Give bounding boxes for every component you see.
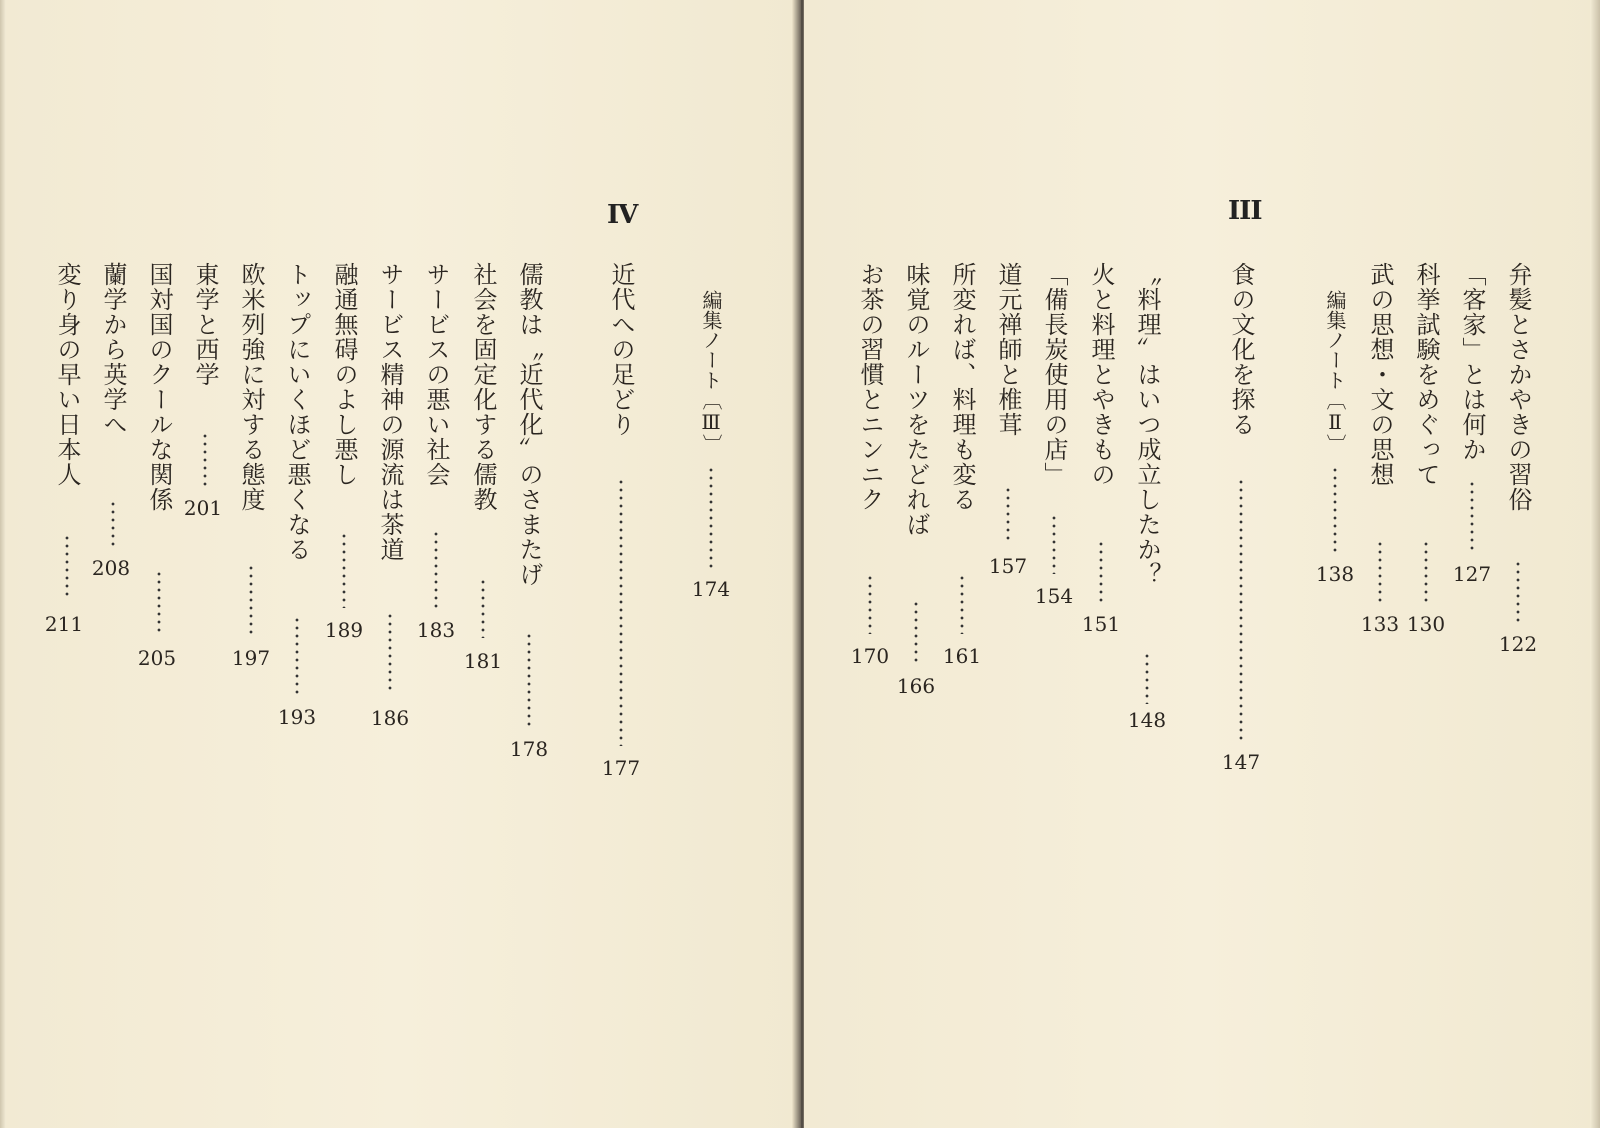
toc-entry-title: 弁髪とさかやきの習俗 (1504, 262, 1532, 512)
toc-page-number: 154 (1034, 584, 1074, 608)
leader-dots (1378, 540, 1382, 604)
leader-dots (960, 574, 964, 634)
toc-page-number: 174 (691, 577, 731, 601)
toc-entry-title: 所変れば、料理も変る (948, 262, 976, 512)
toc-entry-title: トップにいくほど悪くなる (283, 262, 311, 562)
leader-dots (914, 600, 918, 662)
toc-entry-title: 儒教は〝近代化〟のさまたげ (515, 262, 543, 587)
leader-dots (709, 466, 713, 570)
toc-entry-title: 社会を固定化する儒教 (469, 262, 497, 512)
toc-page-number: 208 (91, 556, 131, 580)
leader-dots (1516, 560, 1520, 624)
leader-dots (434, 530, 438, 610)
leader-dots (1470, 480, 1474, 552)
right-page (804, 0, 1600, 1128)
toc-page-number: 161 (942, 644, 982, 668)
toc-page-number: 130 (1406, 612, 1446, 636)
toc-page-number: 197 (231, 646, 271, 670)
leader-dots (1239, 478, 1243, 740)
section-heading-iii: III (1228, 196, 1262, 226)
toc-page-number: 166 (896, 674, 936, 698)
toc-page-number: 181 (463, 649, 503, 673)
toc-entry-title: 火と料理とやきもの (1087, 262, 1115, 487)
toc-page-number: 157 (988, 554, 1028, 578)
leader-dots (1006, 486, 1010, 544)
toc-page-number: 183 (416, 618, 456, 642)
toc-entry-title: 道元禅師と椎茸 (994, 262, 1022, 437)
toc-entry-title: 東学と西学 (191, 262, 219, 387)
leader-dots (481, 578, 485, 638)
leader-dots (1099, 540, 1103, 604)
leader-dots (249, 564, 253, 634)
toc-entry-title: 食の文化を探る (1227, 262, 1255, 437)
toc-page-number: 133 (1360, 612, 1400, 636)
toc-page-number: 170 (850, 644, 890, 668)
toc-page-number: 127 (1452, 562, 1492, 586)
toc-entry-title: お茶の習慣とニンニク (856, 262, 884, 512)
toc-entry-title: 編集ノート〔Ⅲ〕 (699, 290, 723, 454)
leader-dots (1333, 466, 1337, 556)
toc-entry-title: サービス精神の源流は茶道 (376, 262, 404, 562)
leader-dots (527, 632, 531, 728)
toc-page-number: 178 (509, 737, 549, 761)
toc-page-number: 186 (370, 706, 410, 730)
leader-dots (157, 570, 161, 634)
leader-dots (868, 574, 872, 634)
toc-page-number: 147 (1221, 750, 1261, 774)
toc-entry-title: 「客家」とは何か (1458, 262, 1486, 462)
toc-page-number: 205 (137, 646, 177, 670)
toc-entry-title: 味覚のルーツをたどれば (902, 262, 930, 537)
toc-entry-title: 「備長炭使用の店」 (1040, 262, 1068, 487)
page-edge-left (0, 0, 6, 1128)
toc-page-number: 148 (1127, 708, 1167, 732)
leader-dots (203, 432, 207, 490)
leader-dots (342, 532, 346, 608)
leader-dots (65, 534, 69, 596)
toc-entry-title: 近代への足どり (607, 262, 635, 437)
page-edge-right (1590, 0, 1600, 1128)
toc-page-number: 138 (1315, 562, 1355, 586)
toc-entry-title: 融通無碍のよし悪し (330, 262, 358, 487)
toc-page-number: 211 (44, 612, 84, 636)
leader-dots (111, 500, 115, 546)
toc-entry-title: 変り身の早い日本人 (53, 262, 81, 487)
toc-entry-title: 国対国のクールな関係 (145, 262, 173, 512)
leader-dots (388, 612, 392, 694)
toc-entry-title: 〝料理〟はいつ成立したか？ (1133, 262, 1161, 587)
toc-entry-title: 欧米列強に対する態度 (237, 262, 265, 512)
toc-entry-title: 科挙試験をめぐって (1412, 262, 1440, 487)
toc-entry-title: 編集ノート〔Ⅱ〕 (1323, 290, 1347, 454)
toc-page-number: 122 (1498, 632, 1538, 656)
leader-dots (1424, 540, 1428, 604)
toc-page-number: 201 (183, 496, 223, 520)
leader-dots (1052, 514, 1056, 574)
toc-page-number: 189 (324, 618, 364, 642)
leader-dots (619, 478, 623, 746)
toc-entry-title: 武の思想・文の思想 (1366, 262, 1394, 487)
toc-page-number: 151 (1081, 612, 1121, 636)
section-heading-iv: IV (607, 200, 638, 230)
leader-dots (295, 616, 299, 694)
leader-dots (1145, 652, 1149, 704)
toc-page-number: 177 (601, 756, 641, 780)
toc-entry-title: サービスの悪い社会 (422, 262, 450, 487)
toc-page-number: 193 (277, 705, 317, 729)
toc-entry-title: 蘭学から英学へ (99, 262, 127, 437)
